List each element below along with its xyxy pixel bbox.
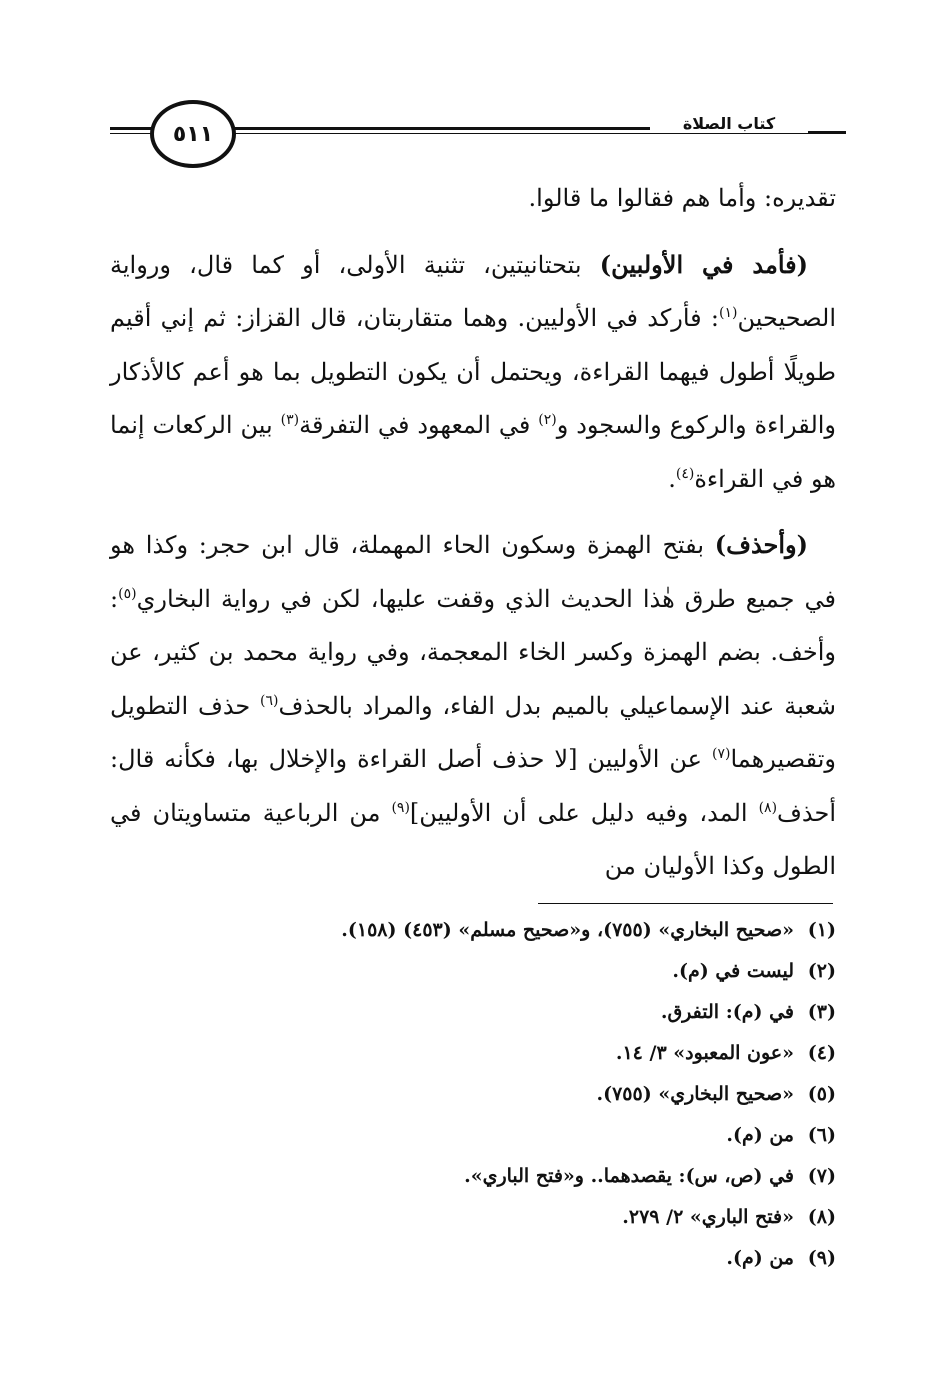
page-number-text: ٥١١ (172, 121, 214, 147)
footnote-text: في (ص، س): يقصدهما.. و«فتح الباري». (464, 1165, 794, 1187)
footnote-text: في (م): التفرق. (660, 1001, 794, 1023)
footnote-text: «صحيح البخاري» (٧٥٥)، و«صحيح مسلم» (٤٥٣) (١٥٨). (341, 919, 794, 941)
paragraph-text: تقديره: وأما هم فقالوا ما قالوا. (528, 184, 836, 212)
footnote-text: من (م). (726, 1247, 794, 1269)
running-header (110, 92, 846, 172)
footnote-1 (110, 910, 836, 950)
footnote-ref[interactable]: (١) (719, 305, 738, 321)
footnote-ref[interactable]: (٨) (758, 799, 778, 816)
text-run: بتحتانيتين، تثنية الأولى، أو كما قال، ورواية الصحيحين (110, 250, 836, 332)
text-run: : وأخف. بضم الهمزة وكسر الخاء المعجمة، وفي رواية محمد بن كثير، عن شعبة عند الإسماعيلي بالميم بدل الفاء، والمراد بالحذف (110, 584, 836, 720)
header-rule (210, 133, 800, 134)
footnote-ref[interactable]: (٣) (280, 412, 300, 428)
footnote-text: ليست في (م). (672, 960, 794, 982)
footnote-ref[interactable]: (٧) (711, 746, 731, 762)
footnote-5 (110, 1074, 836, 1114)
main-text (110, 172, 836, 894)
footnote-number: (٤) (807, 1042, 836, 1064)
footnote-number: (٣) (807, 1001, 836, 1023)
footnote-number: (٢) (807, 960, 836, 982)
footnote-number: (١) (807, 919, 836, 941)
footnote-ref[interactable]: (٥) (118, 585, 137, 602)
text-run: من الرباعية متساويتان في الطول وكذا الأوليان من (110, 798, 836, 880)
text-run: في المعهود في التفرقة (299, 411, 539, 439)
text-run: حذف التطويل وتقصيرهما (110, 691, 836, 773)
text-run: المد، وفيه دليل على أن الأوليين] (409, 798, 759, 827)
footnote-7 (110, 1156, 836, 1196)
running-title: كتاب الصلاة (650, 114, 808, 133)
footnote-8 (110, 1197, 836, 1237)
footnote-ref[interactable]: (٤) (675, 465, 695, 482)
lemma-heading: (فأمد في الأولبين) (599, 249, 808, 279)
paragraph-1 (110, 172, 836, 226)
text-run: عن الأوليين [لا حذف أصل القراءة والإخلال بها، فكأنه قال: أحذف (110, 745, 837, 827)
footnote-text: من (م). (726, 1124, 794, 1146)
footnote-text: «صحيح البخاري» (٧٥٥). (596, 1083, 794, 1105)
paragraph-2 (110, 238, 836, 507)
footnote-text: «عون المعبود» ٣/ ١٤. (615, 1042, 794, 1064)
footnote-number: (٩) (807, 1247, 836, 1269)
footnote-number: (٨) (807, 1206, 836, 1228)
footnote-separator (538, 903, 833, 904)
text-run: بفتح الهمزة وسكون الحاء المهملة، قال ابن حجر: وكذا هو في جميع طرق هٰذا الحديث الذي وقفت عليها، لكن في رواية البخاري (110, 531, 836, 613)
text-run: بين الركعات إنما هو في القراءة (110, 411, 836, 493)
footnote-9 (110, 1238, 836, 1278)
footnote-ref[interactable]: (٩) (391, 799, 410, 816)
lemma-heading: (وأحذف) (714, 530, 808, 559)
footnote-ref[interactable]: (٢) (538, 412, 557, 428)
footnote-number: (٦) (807, 1124, 836, 1146)
paragraph-3 (110, 518, 836, 894)
page-number (150, 100, 236, 168)
footnote-number: (٥) (807, 1083, 836, 1105)
text-run: . (668, 464, 676, 493)
footnote-4 (110, 1033, 836, 1073)
footnote-ref[interactable]: (٦) (260, 692, 279, 709)
footnote-number: (٧) (807, 1165, 836, 1187)
footnote-6 (110, 1115, 836, 1155)
footnote-text: «فتح الباري» ٢/ ٢٧٩. (622, 1206, 794, 1228)
text-run: : فأركد في الأوليين. وهما متقاربتان، قال القزاز: ثم إني أقيم طويلًا أطول فيهما القراءة، ويحتمل أن يكون التطويل بما هو أعم كالأذكار والقراءة والركوع والسجود و (110, 304, 837, 439)
footnote-3 (110, 992, 836, 1032)
footnote-2 (110, 951, 836, 991)
